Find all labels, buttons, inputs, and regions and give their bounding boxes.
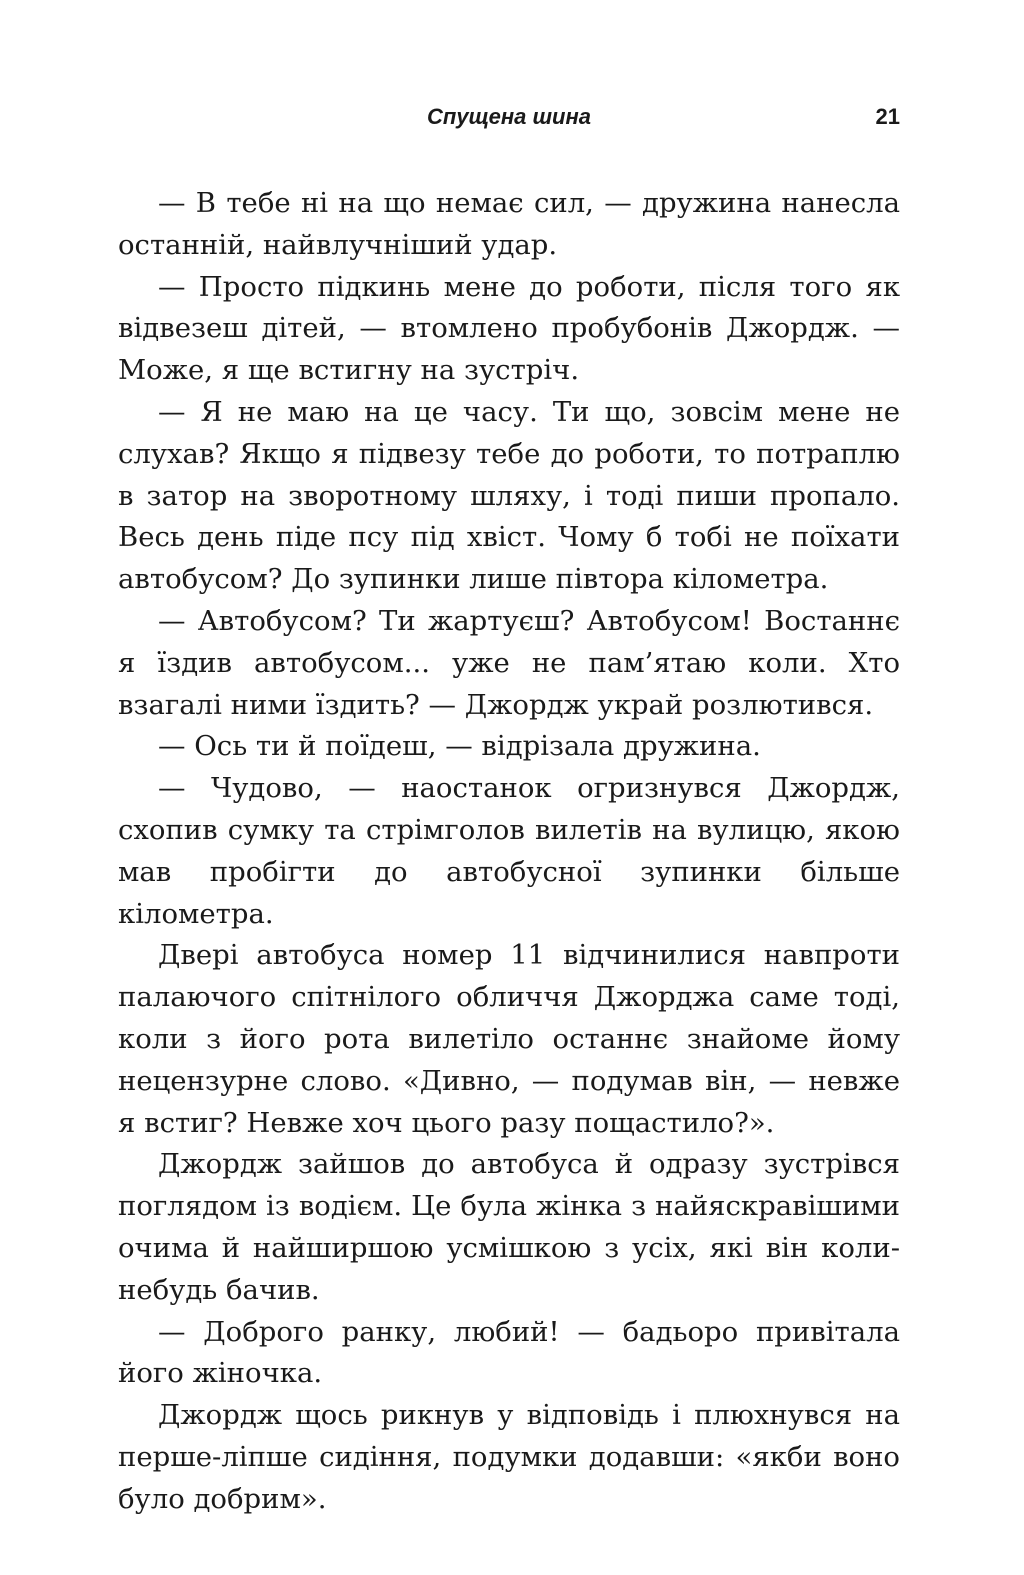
paragraph-1: — В тебе ні на що немає сил, — дружина нанесла останній, найвлучніший удар. <box>118 187 900 261</box>
paragraph-2: — Просто підкинь мене до роботи, після того як відвезеш дітей, — втомлено пробубонів Джордж. — Може, я ще встигну на зустріч. <box>118 270 900 387</box>
running-header <box>118 104 900 136</box>
paragraph-9: — Доброго ранку, любий! — бадьоро привітала його жіночка. <box>118 1315 900 1390</box>
chapter-title: Спущена шина <box>427 104 591 129</box>
paragraph-8: Джордж зайшов до автобуса й одразу зустрівся поглядом із водієм. Це була жінка з найяскравішими очима й найширшою усмішкою з усіх, які він коли-небудь бачив. <box>118 1148 900 1306</box>
paragraph-7: Двері автобуса номер 11 відчинилися навпроти палаючого спітнілого обличчя Джорджа саме тоді, коли з його рота вилетіло останнє знайоме йому нецензурне слово. «Дивно, — подумав він, — невже я встиг? Невже хоч цього разу пощастило?». <box>118 939 900 1139</box>
paragraph-4: — Автобусом? Ти жартуєш? Автобусом! Востаннє я їздив автобусом... уже не пам’ятаю коли. Хто взагалі ними їздить? — Джордж украй розлютився. <box>118 604 900 721</box>
page-number: 21 <box>875 104 900 129</box>
paragraph-3: — Я не маю на це часу. Ти що, зовсім мене не слухав? Якщо я підвезу тебе до роботи, то потраплю в затор на зворотному шляху, і тоді пиши пропало. Весь день піде псу під хвіст. Чому б тобі не поїхати автобусом? До зупинки лише півтора кілометра. <box>118 395 900 596</box>
paragraph-10: Джордж щось рикнув у відповідь і плюхнувся на перше-ліпше сидіння, подумки додавши: «якби воно було добрим». <box>118 1399 900 1515</box>
body-text <box>118 183 900 1521</box>
paragraph-6: — Чудово, — наостанок огризнувся Джордж, схопив сумку та стрімголов вилетів на вулицю, якою мав пробігти до автобусної зупинки більше кілометра. <box>118 772 900 930</box>
paragraph-5: — Ось ти й поїдеш, — відрізала дружина. <box>158 730 761 763</box>
